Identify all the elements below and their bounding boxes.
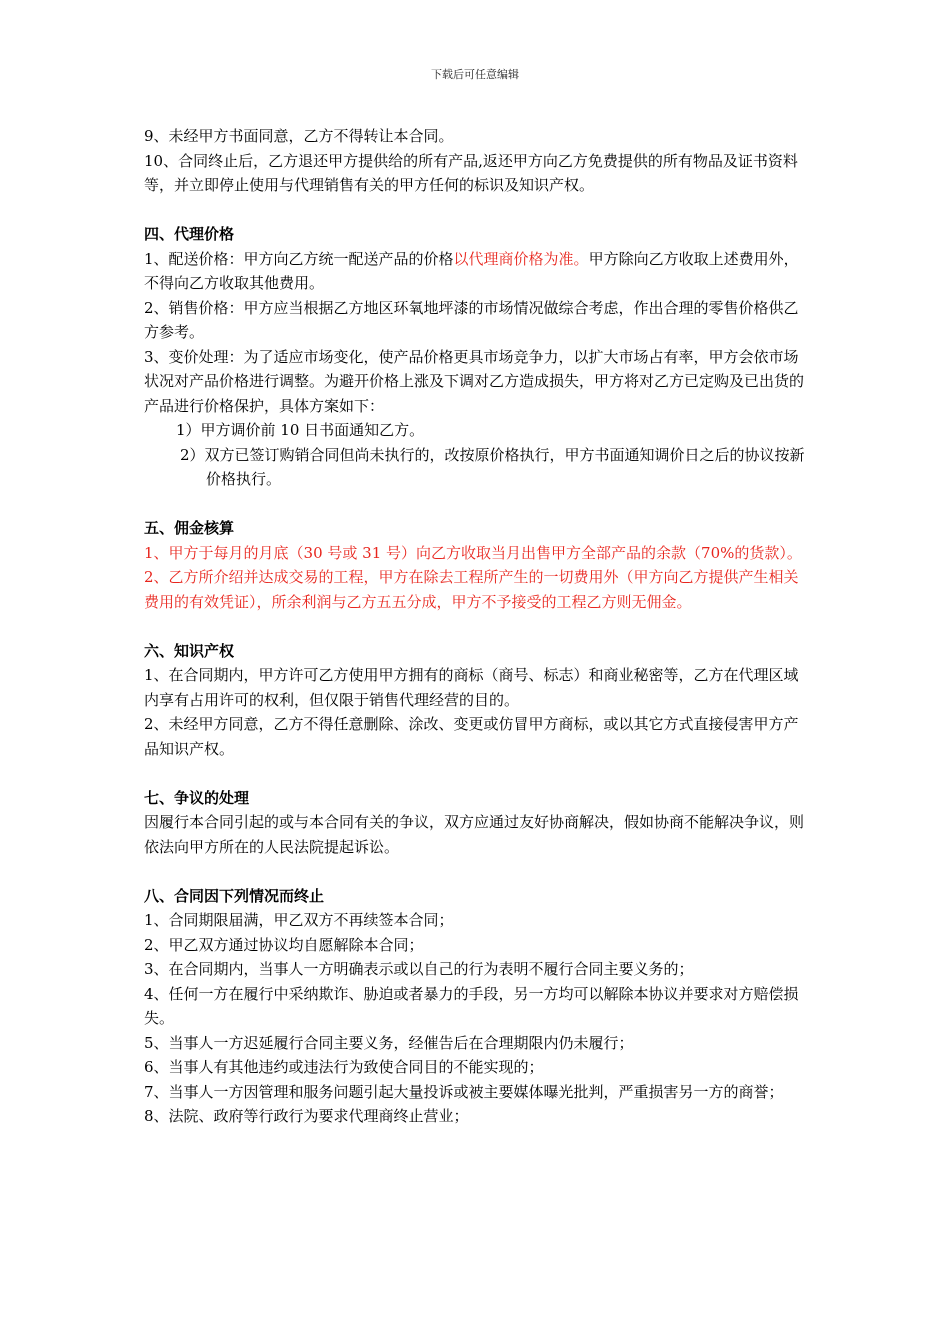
section-4-title: 四、代理价格 (144, 225, 235, 243)
clause-8-item: 4、任何一方在履行中采纳欺诈、胁迫或者暴力的手段，另一方均可以解除本协议并要求对方赔偿损失。 (144, 984, 799, 1027)
clause-8-item: 2、甲乙双方通过协议均自愿解除本合同； (144, 935, 424, 954)
section-8-title: 八、合同因下列情况而终止 (144, 886, 325, 905)
clause-4-3-sub-1: 1）甲方调价前 10 日书面通知乙方。 (176, 421, 425, 439)
clause-3-9: 9、未经甲方书面同意，乙方不得转让本合同。 (144, 127, 454, 145)
clause-4-1-text-a: 1、配送价格：甲方向乙方统一配送产品的价格 (144, 249, 454, 268)
clause-5-1: 1、甲方于每月的月底（30 号或 31 号）向乙方收取当月出售甲方全部产品的余款（70%的货款）。 (144, 543, 802, 562)
clause-4-2: 2、销售价格：甲方应当根据乙方地区环氧地坪漆的市场情况做综合考虑，作出合理的零售价格供乙方参考。 (144, 298, 799, 341)
document-body (144, 124, 808, 1129)
clause-8-item: 5、当事人一方迟延履行合同主要义务，经催告后在合理期限内仍未履行； (144, 1033, 634, 1052)
clause-8-item: 7、当事人一方因管理和服务问题引起大量投诉或被主要媒体曝光批判，严重损害另一方的商誉； (144, 1082, 784, 1101)
clause-8-item: 3、在合同期内，当事人一方明确表示或以自己的行为表明不履行合同主要义务的； (144, 960, 694, 978)
clause-6-2: 2、未经甲方同意，乙方不得任意删除、涂改、变更或仿冒甲方商标，或以其它方式直接侵害甲方产品知识产权。 (144, 715, 799, 758)
page-header: 下载后可任意编辑 (431, 68, 519, 81)
clause-8-item: 1、合同期限届满，甲乙双方不再续签本合同； (144, 911, 454, 929)
clause-6-1: 1、在合同期内，甲方许可乙方使用甲方拥有的商标（商号、标志）和商业秘密等，乙方在代理区域内享有占用许可的权利，但仅限于销售代理经营的目的。 (144, 666, 799, 709)
clause-4-1-text-b: 甲方除向乙方收取上述费用外，不得向乙方收取其他费用。 (144, 249, 799, 292)
clause-4-3-sub-2: 2）双方已签订购销合同但尚未执行的，改按原价格执行，甲方书面通知调价日之后的协议按新价格执行。 (180, 445, 805, 488)
section-5-title: 五、佣金核算 (144, 519, 235, 537)
clause-5-2: 2、乙方所介绍并达成交易的工程，甲方在除去工程所产生的一切费用外（甲方向乙方提供产生相关费用的有效凭证），所余利润与乙方五五分成，甲方不予接受的工程乙方则无佣金。 (144, 568, 799, 611)
clause-8-item: 6、当事人有其他违约或违法行为致使合同目的不能实现的； (144, 1058, 544, 1076)
clause-8-item: 8、法院、政府等行政行为要求代理商终止营业； (144, 1107, 469, 1125)
section-6-title: 六、知识产权 (144, 641, 235, 660)
clause-4-1-highlight: 以代理商价格为准。 (453, 249, 589, 268)
clause-4-1 (144, 247, 808, 296)
clause-3-10: 10、合同终止后，乙方退还甲方提供给的所有产品,返还甲方向乙方免费提供的所有物品及证书资料等，并立即停止使用与代理销售有关的甲方任何的标识及知识产权。 (144, 151, 798, 194)
clause-7-1: 因履行本合同引起的或与本合同有关的争议，双方应通过友好协商解决，假如协商不能解决争议，则依法向甲方所在的人民法院提起诉讼。 (144, 813, 805, 856)
clause-4-3: 3、变价处理：为了适应市场变化，使产品价格更具市场竞争力，以扩大市场占有率，甲方会依市场状况对产品价格进行调整。为避开价格上涨及下调对乙方造成损失，甲方将对乙方已定购及已出货的产品进行价格保护，具体方案如下： (144, 347, 805, 415)
section-7-title: 七、争议的处理 (144, 788, 250, 807)
